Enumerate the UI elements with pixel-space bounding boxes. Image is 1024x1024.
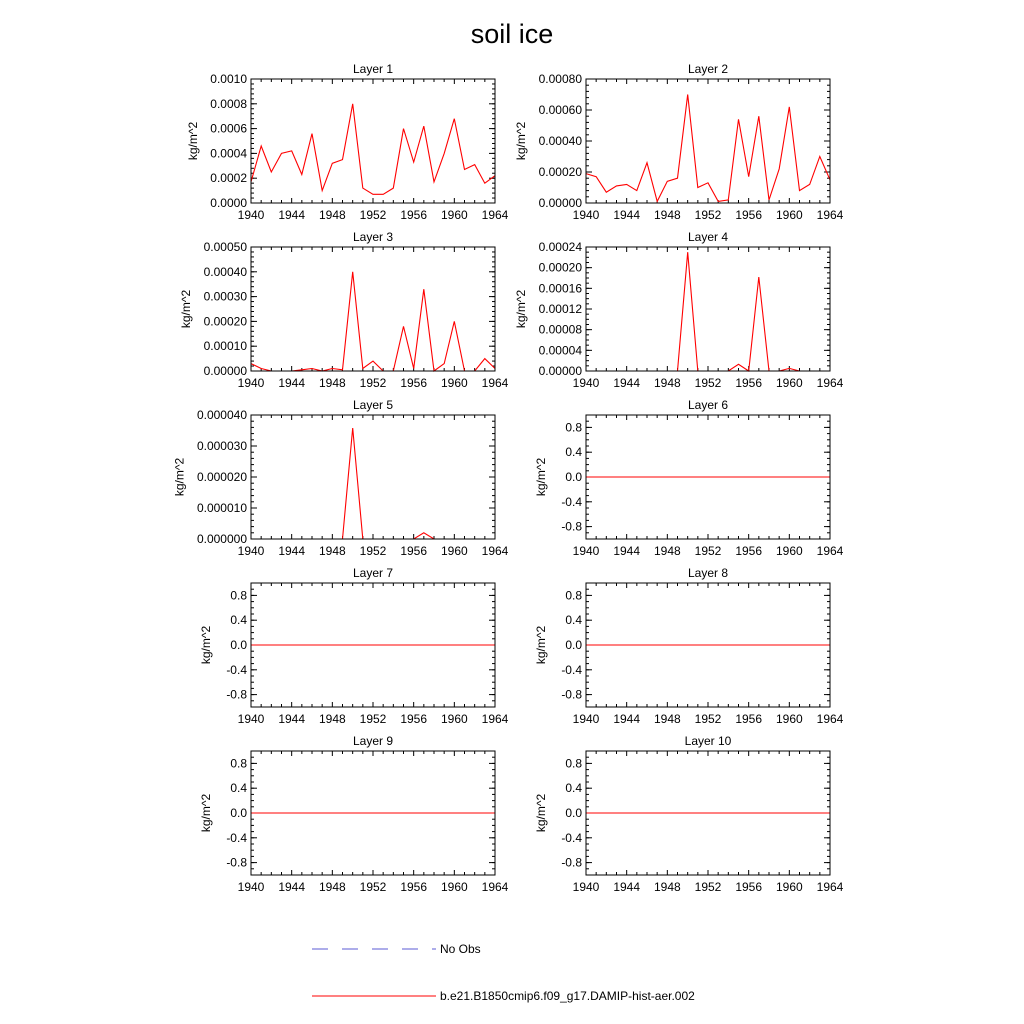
x-tick-label: 1948 <box>318 544 346 558</box>
x-tick-label: 1948 <box>653 544 681 558</box>
x-tick-label: 1956 <box>400 544 428 558</box>
y-tick-label: 0.00040 <box>538 134 582 148</box>
x-tick-label: 1952 <box>359 544 387 558</box>
x-tick-label: 1948 <box>318 376 346 390</box>
panel-title: Layer 7 <box>352 566 394 580</box>
panel-title: Layer 9 <box>352 734 394 748</box>
x-tick-label: 1960 <box>775 712 803 726</box>
y-tick-label: -0.8 <box>561 687 582 702</box>
x-tick-label: 1956 <box>735 712 763 726</box>
x-tick-label: 1948 <box>653 208 681 222</box>
figure-title: soil ice <box>470 19 554 49</box>
legend-model-label: b.e21.B1850cmip6.f09_g17.DAMIP-hist-aer.002 <box>440 989 695 1003</box>
x-tick-label: 1952 <box>359 208 387 222</box>
x-tick-label: 1964 <box>816 712 844 726</box>
x-tick-label: 1940 <box>572 544 600 558</box>
y-tick-label: 0.00040 <box>203 264 247 279</box>
x-tick-label: 1956 <box>735 208 763 222</box>
panel-title: Layer 2 <box>687 62 729 76</box>
panel-title: Layer 5 <box>352 398 394 412</box>
series-line <box>586 252 830 371</box>
chart-panel-8 <box>534 566 843 726</box>
x-tick-label: 1956 <box>735 376 763 390</box>
x-tick-label: 1948 <box>653 376 681 390</box>
x-tick-label: 1948 <box>318 712 346 726</box>
y-axis-label: kg/m^2 <box>185 121 200 161</box>
x-tick-label: 1964 <box>481 880 509 894</box>
y-tick-label: 0.4 <box>565 445 582 460</box>
x-tick-label: 1956 <box>735 544 763 558</box>
x-tick-label: 1944 <box>278 880 306 894</box>
x-tick-label: 1964 <box>816 208 844 222</box>
y-tick-label: -0.8 <box>226 687 247 702</box>
legend <box>312 942 695 1003</box>
y-tick-label: 0.00024 <box>538 240 582 254</box>
y-tick-label: 0.8 <box>565 420 582 435</box>
panel-title: Layer 1 <box>352 62 394 76</box>
y-tick-label: 0.000020 <box>196 470 247 484</box>
x-tick-label: 1944 <box>613 880 641 894</box>
x-tick-label: 1940 <box>572 376 600 390</box>
panel-grid <box>172 62 843 894</box>
y-tick-label: 0.4 <box>230 613 247 628</box>
y-tick-label: -0.8 <box>561 855 582 870</box>
y-tick-label: 0.0 <box>565 806 582 820</box>
plot-frame <box>586 247 830 371</box>
plot-frame <box>251 415 495 539</box>
x-tick-label: 1956 <box>735 880 763 894</box>
y-axis-label: kg/m^2 <box>534 793 549 833</box>
x-tick-label: 1952 <box>694 376 722 390</box>
chart-panel-7 <box>199 566 508 726</box>
x-tick-label: 1952 <box>694 880 722 894</box>
x-tick-label: 1940 <box>237 712 265 726</box>
chart-panel-3 <box>179 230 509 390</box>
chart-panel-9 <box>199 734 508 894</box>
chart-panel-4 <box>514 230 844 390</box>
x-tick-label: 1960 <box>775 376 803 390</box>
x-tick-label: 1952 <box>359 880 387 894</box>
y-tick-label: 0.0002 <box>210 171 247 186</box>
y-tick-label: 0.8 <box>230 756 247 771</box>
x-tick-label: 1944 <box>613 208 641 222</box>
y-tick-label: 0.00020 <box>538 165 582 179</box>
x-tick-label: 1944 <box>613 376 641 390</box>
x-tick-label: 1940 <box>572 712 600 726</box>
y-tick-label: 0.8 <box>565 588 582 603</box>
x-tick-label: 1944 <box>278 712 306 726</box>
x-tick-label: 1944 <box>613 544 641 558</box>
chart-panel-1 <box>186 62 509 222</box>
x-tick-label: 1940 <box>572 208 600 222</box>
y-tick-label: 0.0 <box>565 470 582 484</box>
x-tick-label: 1948 <box>653 880 681 894</box>
y-axis-label: kg/m^2 <box>179 289 194 329</box>
x-tick-label: 1956 <box>400 712 428 726</box>
y-tick-label: 0.00010 <box>203 339 247 354</box>
y-tick-label: 0.4 <box>230 781 247 796</box>
y-tick-label: 0.000010 <box>196 501 247 515</box>
y-tick-label: 0.000000 <box>196 532 247 546</box>
y-axis-label: kg/m^2 <box>199 793 214 833</box>
y-tick-label: -0.4 <box>561 494 582 509</box>
y-tick-label: 0.000030 <box>196 439 247 453</box>
panel-title: Layer 8 <box>687 566 729 580</box>
y-tick-label: 0.0004 <box>210 146 247 161</box>
chart-panel-6 <box>534 398 843 558</box>
y-tick-label: 0.4 <box>565 781 582 796</box>
chart-panel-10 <box>534 734 843 894</box>
legend-obs-label: No Obs <box>440 942 481 956</box>
x-tick-label: 1940 <box>237 208 265 222</box>
x-tick-label: 1948 <box>653 712 681 726</box>
plot-frame <box>251 247 495 371</box>
y-axis-label: kg/m^2 <box>199 625 214 665</box>
y-tick-label: 0.0 <box>230 806 247 820</box>
x-tick-label: 1944 <box>613 712 641 726</box>
series-line <box>251 104 495 195</box>
x-tick-label: 1964 <box>481 544 509 558</box>
y-tick-label: 0.8 <box>565 756 582 771</box>
y-tick-label: 0.0 <box>230 638 247 652</box>
x-tick-label: 1964 <box>816 880 844 894</box>
panel-title: Layer 6 <box>687 398 729 412</box>
x-tick-label: 1960 <box>440 208 468 222</box>
y-tick-label: 0.00004 <box>538 343 582 358</box>
x-tick-label: 1964 <box>481 376 509 390</box>
x-tick-label: 1940 <box>237 544 265 558</box>
x-tick-label: 1964 <box>816 544 844 558</box>
y-axis-label: kg/m^2 <box>534 457 549 497</box>
x-tick-label: 1964 <box>481 208 509 222</box>
x-tick-label: 1956 <box>400 376 428 390</box>
panel-title: Layer 10 <box>684 734 732 748</box>
chart-panel-2 <box>514 62 844 222</box>
x-tick-label: 1960 <box>440 376 468 390</box>
series-line <box>251 428 495 539</box>
y-tick-label: 0.00030 <box>203 289 247 304</box>
y-tick-label: 0.0 <box>565 638 582 652</box>
x-tick-label: 1952 <box>359 376 387 390</box>
y-axis-label: kg/m^2 <box>514 121 529 161</box>
y-tick-label: 0.00012 <box>538 302 582 316</box>
x-tick-label: 1960 <box>440 712 468 726</box>
y-tick-label: -0.4 <box>561 830 582 845</box>
y-tick-label: 0.00020 <box>203 314 247 329</box>
x-tick-label: 1960 <box>775 544 803 558</box>
x-tick-label: 1964 <box>816 376 844 390</box>
x-tick-label: 1960 <box>440 544 468 558</box>
y-tick-label: -0.8 <box>226 855 247 870</box>
x-tick-label: 1952 <box>694 208 722 222</box>
y-tick-label: 0.4 <box>565 613 582 628</box>
x-tick-label: 1940 <box>572 880 600 894</box>
x-tick-label: 1944 <box>278 544 306 558</box>
y-tick-label: 0.00008 <box>538 322 582 337</box>
chart-panel-5 <box>172 398 508 558</box>
panel-title: Layer 3 <box>352 230 394 244</box>
y-tick-label: 0.0006 <box>210 121 247 136</box>
x-tick-label: 1952 <box>694 712 722 726</box>
x-tick-label: 1956 <box>400 880 428 894</box>
x-tick-label: 1960 <box>775 880 803 894</box>
y-tick-label: -0.4 <box>226 662 247 677</box>
x-tick-label: 1952 <box>694 544 722 558</box>
y-tick-label: 0.00050 <box>203 240 247 254</box>
y-tick-label: 0.00060 <box>538 103 582 117</box>
y-tick-label: 0.00020 <box>538 260 582 275</box>
y-tick-label: 0.00016 <box>538 281 582 296</box>
x-tick-label: 1960 <box>775 208 803 222</box>
y-tick-label: -0.4 <box>226 830 247 845</box>
x-tick-label: 1948 <box>318 208 346 222</box>
y-axis-label: kg/m^2 <box>514 289 529 329</box>
x-tick-label: 1944 <box>278 208 306 222</box>
y-tick-label: 0.0008 <box>210 96 247 111</box>
y-axis-label: kg/m^2 <box>534 625 549 665</box>
y-tick-label: -0.8 <box>561 519 582 534</box>
y-tick-label: 0.0010 <box>210 72 247 86</box>
y-axis-label: kg/m^2 <box>172 457 187 497</box>
x-tick-label: 1960 <box>440 880 468 894</box>
panel-title: Layer 4 <box>687 230 729 244</box>
x-tick-label: 1944 <box>278 376 306 390</box>
x-tick-label: 1956 <box>400 208 428 222</box>
y-tick-label: 0.00000 <box>538 196 582 210</box>
x-tick-label: 1952 <box>359 712 387 726</box>
y-tick-label: 0.8 <box>230 588 247 603</box>
series-line <box>586 95 830 202</box>
series-line <box>251 272 495 371</box>
y-tick-label: 0.000040 <box>196 408 247 422</box>
x-tick-label: 1940 <box>237 376 265 390</box>
y-tick-label: 0.00080 <box>538 72 582 86</box>
y-tick-label: 0.00000 <box>203 364 247 378</box>
y-tick-label: 0.00000 <box>538 364 582 378</box>
y-tick-label: -0.4 <box>561 662 582 677</box>
x-tick-label: 1948 <box>318 880 346 894</box>
x-tick-label: 1964 <box>481 712 509 726</box>
y-tick-label: 0.0000 <box>210 196 247 210</box>
x-tick-label: 1940 <box>237 880 265 894</box>
